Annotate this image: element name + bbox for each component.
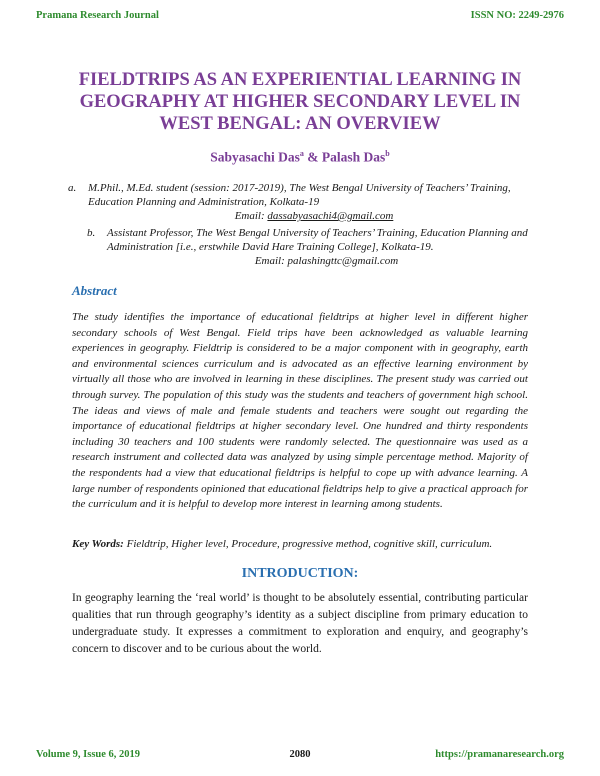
page-number: 2080 xyxy=(289,749,311,760)
paper-title: FIELDTRIPS AS AN EXPERIENTIAL LEARNING IN GEOGRAPHY AT HIGHER SECONDARY LEVEL IN WEST BENGAL: AN OVERVIEW xyxy=(78,70,522,134)
keywords-text: Fieldtrip, Higher level, Procedure, progressive method, cognitive skill, curriculum. xyxy=(123,538,493,550)
email-link-a[interactable]: dassabyasachi4@gmail.com xyxy=(267,210,394,222)
affiliation-b xyxy=(87,226,546,268)
affiliation-b-text: Assistant Professor, The West Bengal University of Teachers’ Training, Education Planning and Administration [i.e., erstwhile David Hare Training College], Kolkata-19. xyxy=(107,227,528,253)
author-line xyxy=(0,149,600,166)
abstract-body: The study identifies the importance of educational fieldtrips at higher level in different higher secondary schools of West Bengal. Field trips have been acknowledged as valuable learning experiences in geography. Fieldtrip is considered to be a major component with in geography, earth and environmental sciences curriculum and is advocated as an effective learning environment by virtually all those who are involved in learning in these disciplines. The present study was carried out through survey. The population of this study was the students and teachers of government high school. The ideas and views of male and female students and teachers were sought out regarding the importance of educational fieldtrips at higher secondary level. One hundred and thirty respondents including 30 teachers and 100 students were randomly selected. The questionnaire was used as a research instrument and collected data was analyzed by using simple percentage method. Majority of the respondents had a view that educational fieldtrips is helpful to cope up with advance learning. A large number of respondents opinioned that educational fieldtrips help to give a practical approach for the curriculum and it is helpful to develop more interest in learning among students. xyxy=(72,311,528,511)
email-link-b[interactable]: palashingttc@gmail.com xyxy=(287,255,399,267)
affiliation-a-email-line xyxy=(88,209,540,223)
author-2-sup: b xyxy=(385,149,390,158)
author-1-sup: a xyxy=(299,149,304,158)
author-joiner: & xyxy=(303,149,322,165)
issn-number: ISSN NO: 2249-2976 xyxy=(470,10,564,21)
volume-issue: Volume 9, Issue 6, 2019 xyxy=(36,749,141,760)
affiliation-a xyxy=(68,181,540,223)
page-header xyxy=(36,10,564,26)
affiliation-b-mark: b. xyxy=(87,227,96,239)
affiliation-b-email-line xyxy=(107,254,546,268)
journal-url[interactable]: https://pramanaresearch.org xyxy=(435,749,564,760)
affiliation-a-text: M.Phil., M.Ed. student (session: 2017-2019), The West Bengal University of Teachers’ Training, Education Planning and Administration, Kolkata-19 xyxy=(88,182,511,208)
introduction-body: In geography learning the ‘real world’ is thought to be absolutely essential, contributing particular qualities that run through geography’s identity as a subject discipline from primary education to undergraduate study. It expresses a commitment to exploration and enquiry, and geography’s concern to discover and to be curious about the world. xyxy=(72,592,528,655)
journal-name: Pramana Research Journal xyxy=(36,10,159,21)
introduction-heading: INTRODUCTION: xyxy=(241,566,359,581)
affiliation-a-mark: a. xyxy=(68,182,77,194)
email-label-a: Email: xyxy=(234,210,268,222)
author-1: Sabyasachi Das xyxy=(210,149,300,165)
abstract-heading: Abstract xyxy=(72,283,117,298)
author-2: Palash Das xyxy=(321,149,386,165)
email-label-b: Email: xyxy=(254,255,288,267)
page-footer xyxy=(36,749,564,765)
keywords xyxy=(72,538,528,550)
keywords-label: Key Words: xyxy=(72,538,124,550)
